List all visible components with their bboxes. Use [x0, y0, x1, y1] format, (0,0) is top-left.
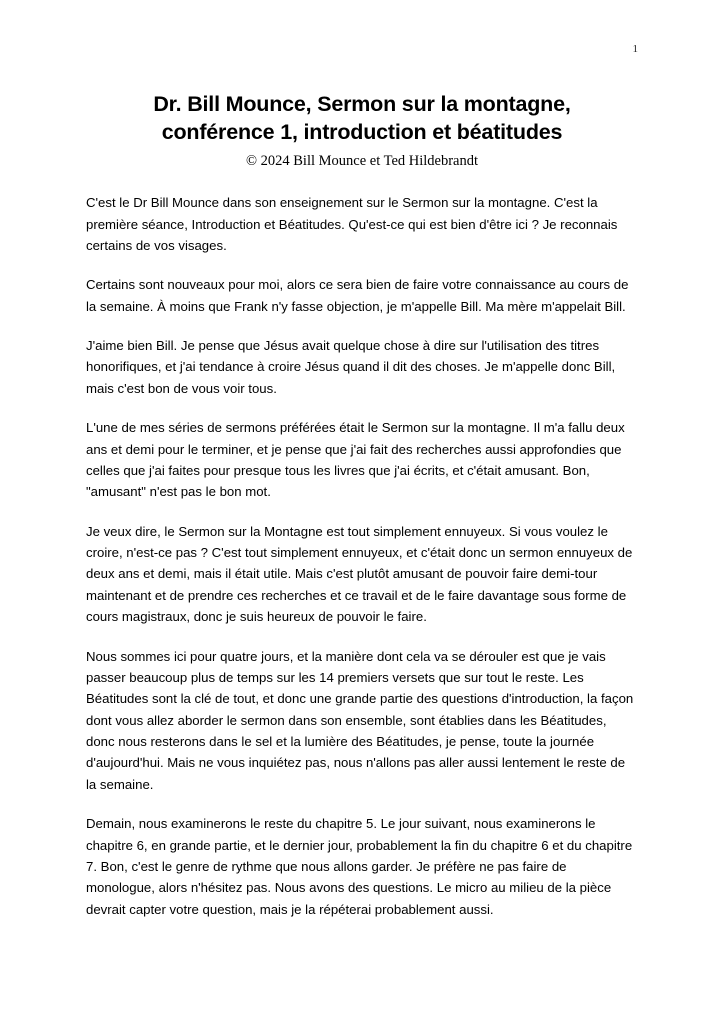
page-number: 1	[632, 43, 638, 55]
copyright-line: © 2024 Bill Mounce et Ted Hildebrandt	[245, 152, 479, 169]
body-text	[86, 192, 638, 920]
paragraph: Nous sommes ici pour quatre jours, et la manière dont cela va se dérouler est que je vais passer beaucoup plus de temps sur les 14 premiers versets que sur tout le reste. Les Béatitudes sont la clé de tout, et donc une grande partie des questions d'introduction, la façon dont vous allez aborder le sermon dans son ensemble, sont établies dans les Béatitudes, donc nous resterons dans le sel et la lumière des Béatitudes, je pense, toute la journée d'aujourd'hui. Mais ne vous inquiétez pas, nous n'allons pas aller aussi lentement le reste de la semaine.	[86, 648, 634, 792]
paragraph: L'une de mes séries de sermons préférées était le Sermon sur la montagne. Il m'a fallu deux ans et demi pour le terminer, et je pense que j'ai fait des recherches aussi approfondies que celles que j'ai faites pour presque tous les livres que j'ai écrits, et c'était amusant. Bon, "amusant" n'est pas le bon mot.	[86, 420, 625, 500]
page-title-line-2: conférence 1, introduction et béatitudes	[161, 120, 563, 145]
paragraph: J'aime bien Bill. Je pense que Jésus avait quelque chose à dire sur l'utilisation des titres honorifiques, et j'ai tendance à croire Jésus quand il dit des choses. Je m'appelle donc Bill, mais c'est bon de vous voir tous.	[86, 338, 616, 396]
page-title-line-1: Dr. Bill Mounce, Sermon sur la montagne,	[153, 92, 571, 116]
paragraph: Certains sont nouveaux pour moi, alors ce sera bien de faire votre connaissance au cours de la semaine. À moins que Frank n'y fasse objection, je m'appelle Bill. Ma mère m'appelait Bill.	[86, 277, 629, 314]
paragraph: Demain, nous examinerons le reste du chapitre 5. Le jour suivant, nous examinerons le chapitre 6, en grande partie, et le dernier jour, probablement la fin du chapitre 6 et du chapitre 7. Bon, c'est le genre de rythme que nous allons garder. Je préfère ne pas faire de monologue, alors n'hésitez pas. Nous avons des questions. Le micro au milieu de la pièce devrait capter votre question, mais je la répéterai probablement aussi.	[86, 816, 633, 917]
paragraph: Je veux dire, le Sermon sur la Montagne est tout simplement ennuyeux. Si vous voulez le croire, n'est-ce pas ? C'est tout simplement ennuyeux, et c'était donc un sermon ennuyeux de deux ans et demi, mais il était utile. Mais c'est plutôt amusant de pouvoir faire demi-tour maintenant et de prendre ces recherches et ce travail et de le faire davantage sous forme de cours magistraux, donc je suis heureux de pouvoir le faire.	[86, 523, 633, 625]
paragraph: C'est le Dr Bill Mounce dans son enseignement sur le Sermon sur la montagne. C'est la première séance, Introduction et Béatitudes. Qu'est-ce qui est bien d'être ici ? Je reconnais certains de vos visages.	[86, 195, 618, 253]
page-title	[86, 40, 638, 147]
